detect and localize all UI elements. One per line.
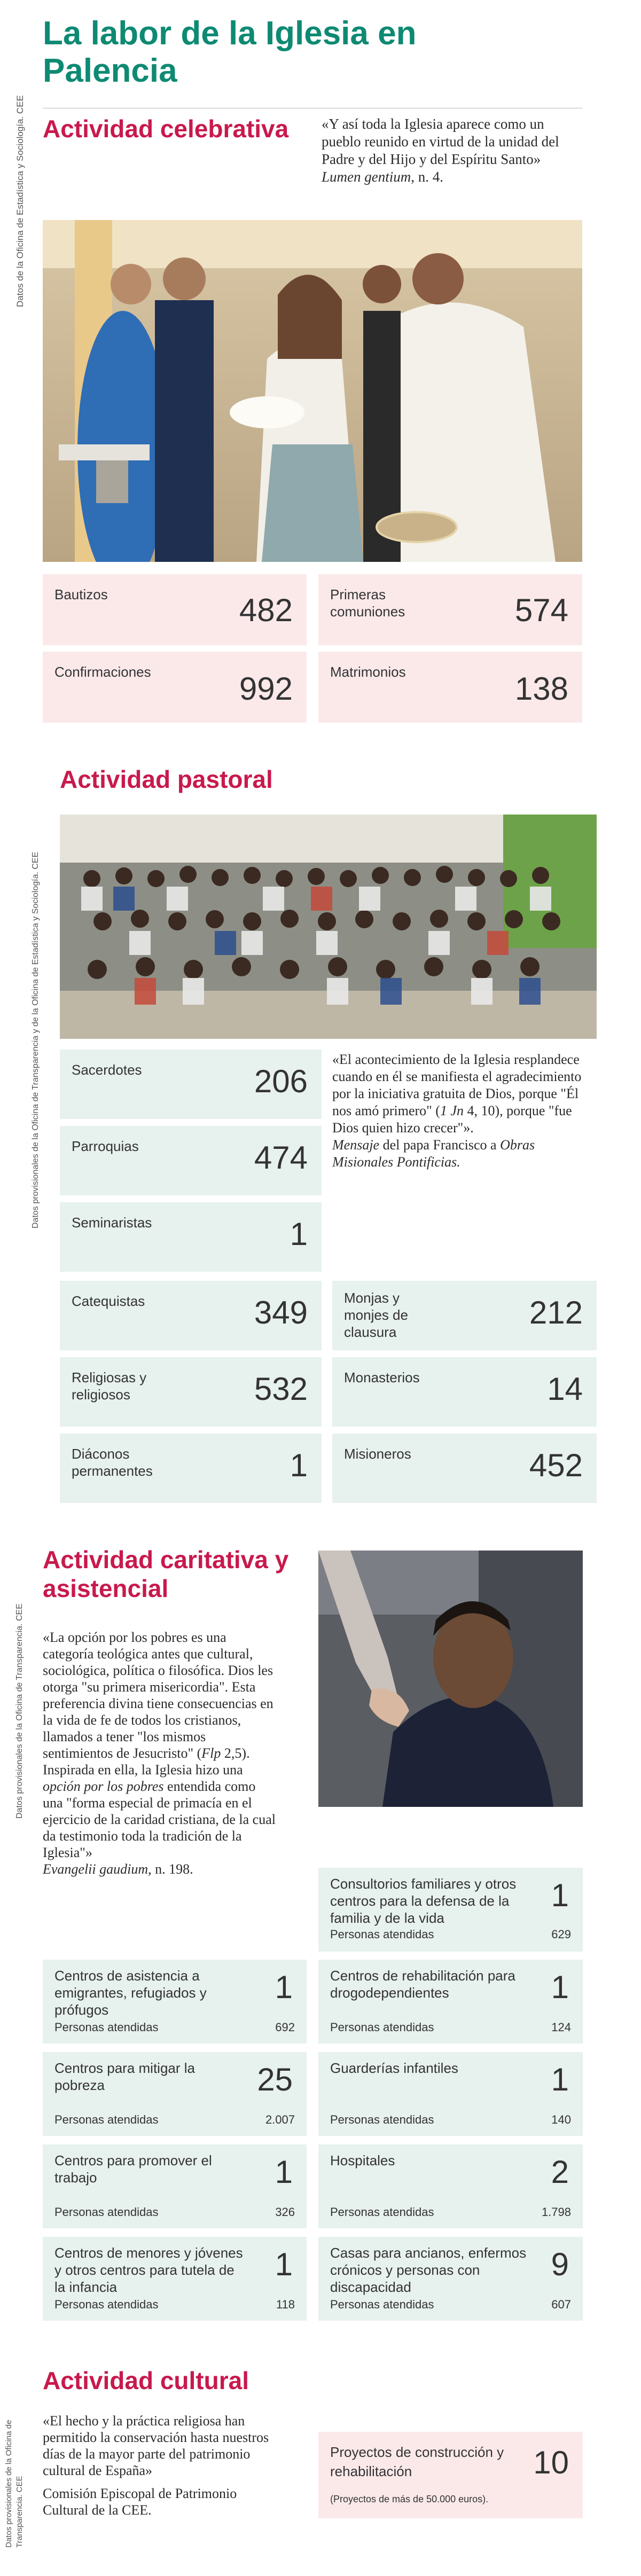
- stat-seminaristas: [60, 1202, 322, 1272]
- attended-value: 629: [551, 1928, 571, 1941]
- side-label-cultural-1: Datos provisionales de la Oficina de: [4, 2420, 13, 2548]
- page-title: La labor de la Iglesia en Palencia: [43, 15, 417, 89]
- stat-value: 138: [514, 671, 568, 707]
- stat-value: 14: [547, 1371, 583, 1407]
- stat-value: 532: [254, 1371, 308, 1407]
- center-value: 25: [257, 2062, 293, 2097]
- quote-source: Mensaje: [332, 1137, 380, 1153]
- quote-source-org: Obras Misionales Pontificias.: [332, 1137, 535, 1170]
- stat-label: Catequistas: [72, 1293, 145, 1309]
- section-title-pastoral: Actividad pastoral: [60, 765, 273, 793]
- quote-text-2: 2,5). Inspirada en ella, la Iglesia hizo una: [43, 1745, 250, 1778]
- stat-label: Bautizos: [54, 586, 108, 602]
- quote-text-3: entendida como una "forma especial de primacía en el ejercicio de la caridad cristiana, de la cual da testimonio toda la tradición de la Iglesia"»: [43, 1779, 276, 1860]
- center-label: Consultorios familiares y otros centros para la defensa de la familia y de la vida: [330, 1876, 517, 1926]
- attended-value: 1.798: [541, 2205, 571, 2219]
- stat-value: 10: [533, 2445, 569, 2480]
- center-value: 1: [551, 1877, 569, 1913]
- center-hospitales: [318, 2144, 583, 2228]
- attended-label: Personas atendidas: [330, 2021, 434, 2034]
- quote-pastoral: «El acontecimiento de la Iglesia resplandece cuando en él se manifiesta el agradecimiento por la iniciativa gratuita de Dios, porque "Él nos amó primero" (1 Jn 4, 10), porque "fue Dios quien hizo crecer"». Mensaje del papa Francisco a Obras Misionales Pontificias.: [332, 1052, 582, 1170]
- quote-source-ref: , n. 198.: [148, 1861, 193, 1877]
- quote-celebrativa: [322, 115, 583, 186]
- stat-matrimonios: [318, 652, 582, 723]
- center-value: 9: [551, 2246, 569, 2282]
- center-label: Centros de menores y jóvenes y otros centros para tutela de la infancia: [54, 2245, 243, 2295]
- quote-source: Evangelii gaudium: [43, 1861, 148, 1877]
- stat-label: Matrimonios: [330, 664, 406, 680]
- section-title-cultural: Actividad cultural: [43, 2367, 249, 2394]
- center-emigrantes: [43, 1960, 307, 2043]
- stat-value: 574: [514, 592, 568, 628]
- attended-value: 124: [551, 2021, 571, 2034]
- section-title-caritativa: Actividad caritativa y asistencial: [43, 1546, 289, 1602]
- center-consultorios: [318, 1868, 583, 1952]
- stat-monjas-clausura: [332, 1281, 597, 1350]
- stat-label: Confirmaciones: [54, 664, 151, 680]
- stat-value: 1: [290, 1216, 308, 1252]
- quote-source: Comisión Episcopal de Patrimonio Cultural de la CEE.: [43, 2486, 237, 2518]
- attended-label: Personas atendidas: [54, 2205, 159, 2219]
- stat-primeras-comuniones: [318, 574, 582, 645]
- stat-value: 349: [254, 1295, 308, 1330]
- attended-value: 118: [276, 2298, 295, 2311]
- quote-ref: Flp: [201, 1745, 221, 1761]
- center-guarderias: [318, 2052, 583, 2136]
- quote-text: «Y así toda la Iglesia aparece como un pueblo reunido en virtud de la unidad del Padre y del Hijo y del Espíritu Santo»: [322, 116, 559, 167]
- attended-label: Personas atendidas: [330, 2113, 434, 2126]
- stat-label: Diáconos permanentes: [72, 1446, 153, 1479]
- quote-italic: opción por los pobres: [43, 1779, 164, 1794]
- center-trabajo: [43, 2144, 307, 2228]
- center-drogodependientes: [318, 1960, 583, 2043]
- center-label: Guarderías infantiles: [330, 2060, 458, 2076]
- section-title-celebrativa: Actividad celebrativa: [43, 115, 289, 143]
- quote-text: «El hecho y la práctica religiosa han permitido la conservación hasta nuestros días de la mayor parte del patrimonio cultural de España»: [43, 2413, 269, 2478]
- pastoral-group-photo: [60, 815, 597, 1039]
- stat-note: (Proyectos de más de 50.000 euros).: [330, 2494, 489, 2504]
- stat-label: Primeras comuniones: [330, 586, 405, 620]
- attended-value: 607: [551, 2298, 571, 2311]
- side-label-celebrativa: Datos de la Oficina de Estadística y Sociología. CEE: [15, 95, 25, 307]
- stat-label: Misioneros: [344, 1446, 411, 1462]
- stat-value: 212: [529, 1295, 583, 1330]
- center-label: Casas para ancianos, enfermos crónicos y personas con discapacidad: [330, 2245, 527, 2295]
- stat-misioneros: [332, 1434, 597, 1503]
- center-label: Centros para mitigar la pobreza: [54, 2060, 195, 2093]
- stat-monasterios: [332, 1357, 597, 1427]
- stat-label: Monjas y monjes de clausura: [344, 1290, 408, 1340]
- attended-value: 140: [551, 2113, 571, 2126]
- stat-parroquias: [60, 1126, 322, 1195]
- side-label-pastoral: Datos provisionales de la Oficina de Transparencia y de la Oficina de Estadística y Sociología. CEE: [31, 851, 40, 1228]
- center-value: 1: [275, 1969, 293, 2005]
- center-value: 1: [551, 2062, 569, 2097]
- center-value: 1: [551, 1969, 569, 2005]
- attended-label: Personas atendidas: [330, 2298, 434, 2311]
- stat-label: Sacerdotes: [72, 1062, 142, 1078]
- center-label: Centros para promover el trabajo: [54, 2152, 212, 2186]
- stat-value: 1: [290, 1447, 308, 1483]
- attended-value: 692: [275, 2021, 295, 2034]
- center-value: 1: [275, 2246, 293, 2282]
- stat-value: 482: [239, 592, 293, 628]
- attended-label: Personas atendidas: [330, 1928, 434, 1941]
- stat-diaconos: [60, 1434, 322, 1503]
- attended-label: Personas atendidas: [54, 2113, 159, 2126]
- stat-confirmaciones: [43, 652, 307, 723]
- attended-label: Personas atendidas: [54, 2298, 159, 2311]
- stat-value: 452: [529, 1447, 583, 1483]
- stat-label: Religiosas y religiosos: [72, 1369, 147, 1403]
- quote-cultural: [43, 2413, 278, 2518]
- quote-source: Lumen gentium: [322, 169, 411, 185]
- center-value: 2: [551, 2154, 569, 2190]
- side-label-caritativa: Datos provisionales de la Oficina de Transparencia. CEE: [15, 1603, 24, 1819]
- side-label-cultural-2: Transparencia. CEE: [15, 2476, 24, 2548]
- center-label: Centros de asistencia a emigrantes, refugiados y prófugos: [54, 1968, 207, 2018]
- center-menores: [43, 2237, 307, 2321]
- stat-catequistas: [60, 1281, 322, 1350]
- stat-value: 474: [254, 1140, 308, 1176]
- center-label: Hospitales: [330, 2152, 395, 2168]
- center-pobreza: [43, 2052, 307, 2136]
- baptism-photo: [43, 220, 582, 562]
- stat-value: 992: [239, 671, 293, 707]
- center-value: 1: [275, 2154, 293, 2190]
- quote-source-mid: del papa Francisco a: [379, 1137, 501, 1153]
- center-label: Centros de rehabilitación para drogodependientes: [330, 1968, 515, 2001]
- quote-source-ref: , n. 4.: [411, 169, 443, 185]
- stat-value: 206: [254, 1063, 308, 1099]
- stat-bautizos: [43, 574, 307, 645]
- attended-value: 2.007: [265, 2113, 295, 2126]
- attended-label: Personas atendidas: [330, 2205, 434, 2219]
- stat-proyectos: [318, 2432, 583, 2518]
- stat-label: Monasterios: [344, 1369, 420, 1385]
- stat-label: Proyectos de construcción y rehabilitación: [330, 2444, 504, 2479]
- stat-religiosos: [60, 1357, 322, 1427]
- stat-label: Parroquias: [72, 1138, 139, 1154]
- quote-text-1: «La opción por los pobres es una categoría teológica antes que cultural, sociológica, política o filosófica. Dios les otorga "su primera misericordia". Esta preferencia divina tiene consecuencias en la vida de fe de todos los cristianos, llamados a tener "los mismos sentimientos de Jesucristo" (: [43, 1630, 273, 1761]
- center-ancianos: [318, 2237, 583, 2321]
- attended-value: 326: [275, 2205, 295, 2219]
- caritativa-photo: [318, 1551, 583, 1807]
- quote-caritativa: [43, 1629, 278, 1877]
- stat-label: Seminaristas: [72, 1215, 152, 1231]
- stat-sacerdotes: [60, 1050, 322, 1119]
- attended-label: Personas atendidas: [54, 2021, 159, 2034]
